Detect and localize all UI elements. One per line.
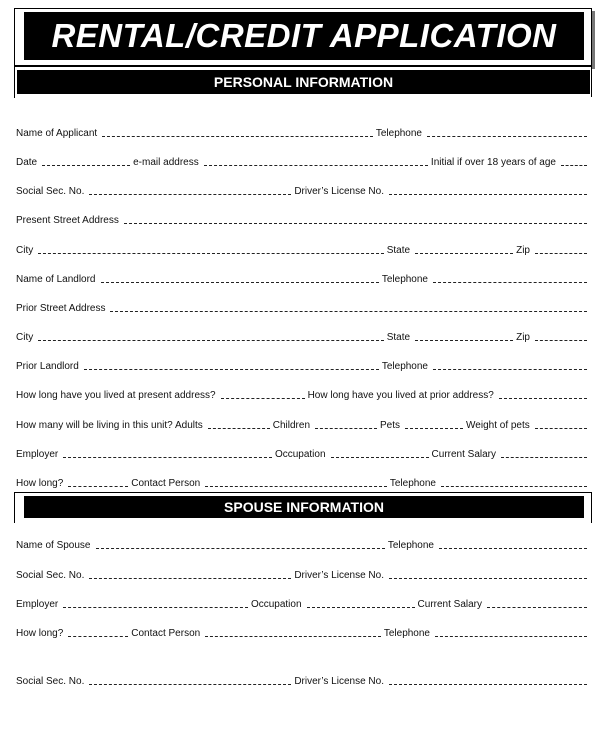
prior-landlord-telephone-label: Telephone — [381, 361, 428, 372]
name-of-applicant-label: Name of Applicant — [16, 128, 98, 139]
date-label: Date — [16, 157, 38, 168]
children-label: Children — [272, 420, 311, 431]
row-prior-city — [16, 330, 590, 344]
row-landlord — [16, 272, 590, 286]
spouse-current-salary-label: Current Salary — [417, 599, 482, 610]
spouse-occupation-label: Occupation — [250, 599, 302, 610]
contact-person-field[interactable] — [205, 486, 387, 487]
contact-person-label: Contact Person — [131, 478, 201, 489]
weight-of-pets-field[interactable] — [535, 428, 587, 429]
row-city — [16, 243, 590, 257]
name-of-spouse-label: Name of Spouse — [16, 540, 91, 551]
prior-landlord-label: Prior Landlord — [16, 361, 79, 372]
spouse-telephone-label: Telephone — [387, 540, 434, 551]
how-long-prior-field[interactable] — [499, 398, 587, 399]
city-label: City — [16, 245, 34, 256]
telephone-field[interactable] — [427, 136, 587, 137]
spouse-contact-person-label: Contact Person — [131, 628, 201, 639]
row-prior-landlord — [16, 359, 590, 373]
prior-state-label: State — [386, 332, 411, 343]
row-how-long-lived — [16, 388, 590, 402]
row-employer — [16, 447, 590, 461]
left-rule — [14, 66, 15, 98]
name-of-landlord-label: Name of Landlord — [16, 274, 96, 285]
row-applicant — [16, 126, 590, 140]
spouse-contact-telephone-field[interactable] — [435, 636, 587, 637]
row-spouse-how-long — [16, 626, 590, 640]
prior-state-field[interactable] — [415, 340, 513, 341]
spouse-employer-label: Employer — [16, 599, 59, 610]
row-prior-street — [16, 301, 590, 315]
prior-street-field[interactable] — [110, 311, 587, 312]
prior-city-label: City — [16, 332, 34, 343]
personal-section-header: PERSONAL INFORMATION — [17, 70, 590, 94]
how-long-present-label: How long have you lived at present address? — [16, 390, 216, 401]
name-of-spouse-field[interactable] — [96, 548, 385, 549]
spouse-drivers-license-label: Driver’s License No. — [294, 570, 384, 581]
present-street-field[interactable] — [124, 223, 587, 224]
row-how-long — [16, 476, 590, 490]
social-sec-field[interactable] — [89, 194, 291, 195]
spouse-social-sec-2-field[interactable] — [89, 684, 291, 685]
how-long-field[interactable] — [68, 486, 128, 487]
how-long-present-field[interactable] — [221, 398, 305, 399]
row-spouse-social — [16, 568, 590, 582]
children-field[interactable] — [315, 428, 377, 429]
landlord-telephone-label: Telephone — [381, 274, 428, 285]
row-social — [16, 184, 590, 198]
weight-of-pets-label: Weight of pets — [466, 420, 530, 431]
spouse-section-header: SPOUSE INFORMATION — [24, 496, 584, 518]
row-spouse-social-2 — [16, 674, 590, 688]
spouse-current-salary-field[interactable] — [487, 607, 587, 608]
row-spouse-employer — [16, 597, 590, 611]
prior-zip-field[interactable] — [535, 340, 587, 341]
spouse-contact-person-field[interactable] — [205, 636, 381, 637]
spouse-telephone-field[interactable] — [439, 548, 587, 549]
spouse-employer-field[interactable] — [63, 607, 248, 608]
row-date — [16, 155, 590, 169]
row-present-street — [16, 213, 590, 227]
spouse-contact-telephone-label: Telephone — [383, 628, 430, 639]
prior-city-field[interactable] — [38, 340, 384, 341]
initial-over-18-label: Initial if over 18 years of age — [430, 157, 556, 168]
how-many-living-label: How many will be living in this unit? Adults — [16, 420, 203, 431]
spouse-social-sec-2-label: Social Sec. No. — [16, 676, 85, 687]
spouse-social-sec-field[interactable] — [89, 578, 291, 579]
spouse-drivers-license-2-field[interactable] — [389, 684, 587, 685]
zip-label: Zip — [516, 245, 530, 256]
current-salary-field[interactable] — [501, 457, 587, 458]
drivers-license-label: Driver’s License No. — [294, 186, 384, 197]
social-sec-label: Social Sec. No. — [16, 186, 85, 197]
spouse-drivers-license-2-label: Driver’s License No. — [294, 676, 384, 687]
city-field[interactable] — [38, 253, 384, 254]
name-of-landlord-field[interactable] — [101, 282, 379, 283]
pets-label: Pets — [380, 420, 401, 431]
spouse-how-long-label: How long? — [16, 628, 64, 639]
prior-zip-label: Zip — [516, 332, 530, 343]
occupation-field[interactable] — [331, 457, 429, 458]
pets-field[interactable] — [405, 428, 463, 429]
zip-field[interactable] — [535, 253, 587, 254]
email-field[interactable] — [204, 165, 428, 166]
spouse-occupation-field[interactable] — [307, 607, 415, 608]
state-label: State — [386, 245, 411, 256]
prior-street-label: Prior Street Address — [16, 303, 106, 314]
present-street-label: Present Street Address — [16, 215, 119, 226]
contact-telephone-label: Telephone — [389, 478, 436, 489]
form-title: RENTAL/CREDIT APPLICATION — [24, 12, 584, 60]
prior-landlord-field[interactable] — [84, 369, 379, 370]
how-long-prior-label: How long have you lived at prior address? — [307, 390, 494, 401]
date-field[interactable] — [42, 165, 130, 166]
employer-label: Employer — [16, 449, 59, 460]
drivers-license-field[interactable] — [389, 194, 587, 195]
initial-over-18-field[interactable] — [561, 165, 587, 166]
how-long-label: How long? — [16, 478, 64, 489]
telephone-label: Telephone — [375, 128, 422, 139]
occupation-label: Occupation — [274, 449, 326, 460]
row-spouse-name — [16, 538, 590, 552]
name-of-applicant-field[interactable] — [102, 136, 373, 137]
email-label: e-mail address — [133, 157, 199, 168]
landlord-telephone-field[interactable] — [433, 282, 587, 283]
spouse-drivers-license-field[interactable] — [389, 578, 587, 579]
employer-field[interactable] — [63, 457, 272, 458]
prior-landlord-telephone-field[interactable] — [433, 369, 587, 370]
spouse-social-sec-label: Social Sec. No. — [16, 570, 85, 581]
state-field[interactable] — [415, 253, 513, 254]
adults-field[interactable] — [208, 428, 270, 429]
contact-telephone-field[interactable] — [441, 486, 587, 487]
current-salary-label: Current Salary — [431, 449, 496, 460]
row-occupants — [16, 418, 590, 432]
spouse-how-long-field[interactable] — [68, 636, 128, 637]
